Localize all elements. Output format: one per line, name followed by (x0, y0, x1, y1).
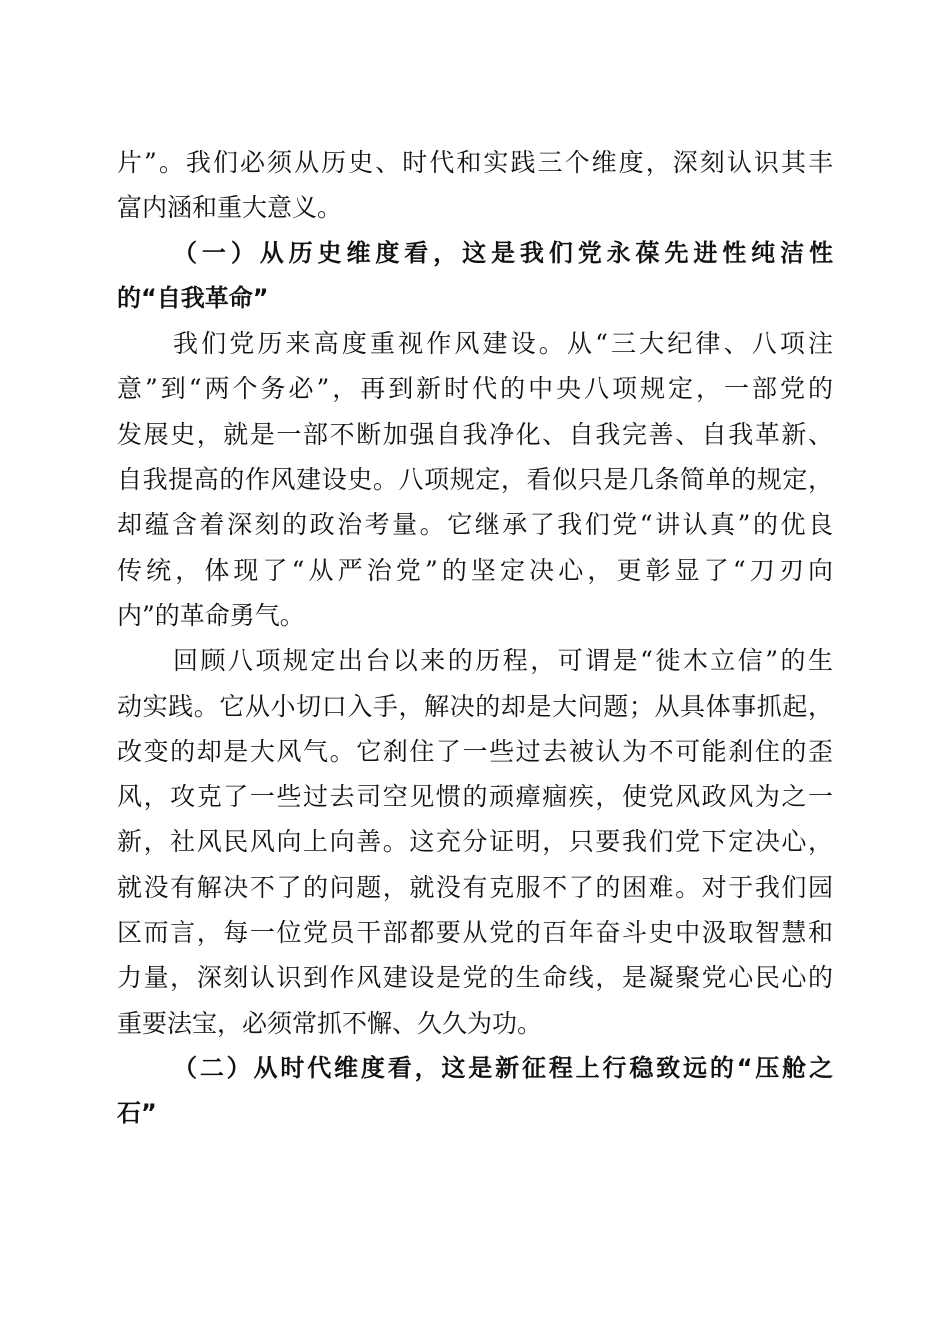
section-1-heading-line-1: （一）从历史维度看，这是我们党永葆先进性纯洁性 (173, 238, 833, 267)
section-1-heading (117, 231, 833, 322)
section-2-heading-line-2: 石” (117, 1099, 157, 1128)
paragraph-line: 力量，深刻认识到作风建设是党的生命线，是凝聚党心民心的 (117, 963, 833, 993)
section-1-paragraph-1 (117, 321, 833, 638)
document-page (117, 140, 833, 1137)
paragraph-line: 传统，体现了“从严治党”的坚定决心，更彰显了“刀刃向 (117, 555, 833, 585)
paragraph-line: 动实践。它从小切口入手，解决的却是大问题；从具体事抓起， (117, 691, 833, 721)
paragraph-line: 发展史，就是一部不断加强自我净化、自我完善、自我革新、 (117, 419, 833, 449)
paragraph-line: 却蕴含着深刻的政治考量。它继承了我们党“讲认真”的优良 (117, 510, 833, 540)
section-1-paragraph-2 (117, 638, 833, 1046)
section-2-heading-line-1: （二）从时代维度看，这是新征程上行稳致远的“压舱之 (173, 1053, 833, 1082)
paragraph-line: 意”到“两个务必”，再到新时代的中央八项规定，一部党的 (117, 374, 833, 404)
intro-line-2: 富内涵和重大意义。 (117, 193, 343, 223)
paragraph-line: 新，社风民风向上向善。这充分证明，只要我们党下定决心， (117, 827, 833, 857)
paragraph-line: 区而言，每一位党员干部都要从党的百年奋斗史中汲取智慧和 (117, 918, 833, 948)
paragraph-line: 改变的却是大风气。它刹住了一些过去被认为不可能刹住的歪 (117, 736, 833, 766)
section-1-heading-line-2: 的“自我革命” (117, 283, 269, 312)
paragraph-line: 内”的革命勇气。 (117, 600, 305, 630)
paragraph-line: 重要法宝，必须常抓不懈、久久为功。 (117, 1008, 543, 1038)
intro-paragraph (117, 140, 833, 231)
paragraph-line: 就没有解决不了的问题，就没有克服不了的困难。对于我们园 (117, 872, 833, 902)
paragraph-line: 自我提高的作风建设史。八项规定，看似只是几条简单的规定， (117, 465, 833, 495)
section-2-heading (117, 1046, 833, 1137)
paragraph-line: 回顾八项规定出台以来的历程，可谓是“徙木立信”的生 (173, 646, 833, 676)
paragraph-line: 风，攻克了一些过去司空见惯的顽瘴痼疾，使党风政风为之一 (117, 782, 833, 812)
intro-line-1: 片”。我们必须从历史、时代和实践三个维度，深刻认识其丰 (117, 148, 833, 177)
paragraph-line: 我们党历来高度重视作风建设。从“三大纪律、八项注 (173, 329, 833, 359)
